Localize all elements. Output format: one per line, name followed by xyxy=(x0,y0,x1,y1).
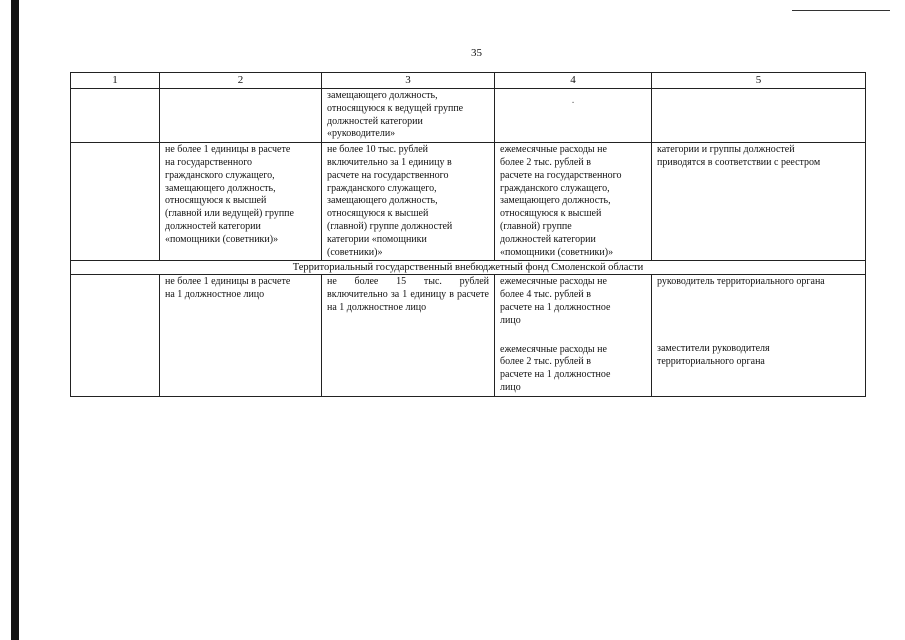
price-norm-text: не более 15 тыс. рублей включительно за 1 единицу в расчете на 1 должностное лицо xyxy=(327,276,489,313)
column-header-5: 5 xyxy=(652,73,866,89)
column-header-3: 3 xyxy=(322,73,495,89)
table-cell xyxy=(652,143,866,261)
table-cell xyxy=(495,143,652,261)
table-cell xyxy=(160,275,322,396)
table-cell xyxy=(71,275,160,396)
table-row xyxy=(71,275,866,396)
column-header-2: 2 xyxy=(160,73,322,89)
table-cell xyxy=(495,89,652,143)
table-cell xyxy=(71,143,160,261)
table-cell xyxy=(495,275,652,396)
table-row xyxy=(71,89,866,143)
section-row xyxy=(71,261,866,275)
position-head-text: руководитель территориального органа xyxy=(657,276,825,288)
monthly-expense-head-text: ежемесячные расходы не более 4 тыс. рублей в расчете на 1 должностное лицо xyxy=(500,276,611,326)
quantity-norm-text: не более 1 единицы в расчете на государственного гражданского служащего, замещающего должность, относящуюся к высшей (главной или ведущей) группе должностей категории «помощники (советники)» xyxy=(165,144,294,245)
note-text: категории и группы должностей приводятся в соответствии с реестром xyxy=(657,144,821,168)
position-deputy-text: заместители руководителя территориального органа xyxy=(657,343,770,367)
section-title: Территориальный государственный внебюджетный фонд Смоленской области xyxy=(71,261,866,275)
scan-edge-shadow xyxy=(11,0,19,640)
table-cell xyxy=(71,89,160,143)
table-cell xyxy=(652,89,866,143)
quantity-norm-text: не более 1 единицы в расчете на 1 должностное лицо xyxy=(165,276,291,301)
table-cell xyxy=(160,89,322,143)
page-number: 35 xyxy=(471,47,482,59)
table-cell xyxy=(652,275,866,396)
column-header-4: 4 xyxy=(495,73,652,89)
stray-mark: · xyxy=(571,98,575,109)
expense-norms-table xyxy=(70,72,866,397)
table-cell xyxy=(322,89,495,143)
table-cell xyxy=(160,143,322,261)
table-cell xyxy=(322,275,495,396)
table-row xyxy=(71,143,866,261)
table-header-row xyxy=(71,73,866,89)
table-cell xyxy=(322,143,495,261)
column-header-1: 1 xyxy=(71,73,160,89)
top-right-rule xyxy=(792,10,890,11)
monthly-expense-deputy-text: ежемесячные расходы не более 2 тыс. рублей в расчете на 1 должностное лицо xyxy=(500,343,611,393)
monthly-expense-text: ежемесячные расходы не более 2 тыс. рублей в расчете на государственного гражданского служащего, замещающего должность, относящуюся к высшей (главной) группе должностей категории «помощники (советники)» xyxy=(500,144,622,258)
price-norm-text: не более 10 тыс. рублей включительно за 1 единицу в расчете на государственного гражданского служащего, замещающего должность, относящуюся к высшей (главной) группе должностей категории «помощники (советники)» xyxy=(327,144,453,258)
position-group-text: замещающего должность, относящуюся к ведущей группе должностей категории «руководители» xyxy=(327,90,464,140)
